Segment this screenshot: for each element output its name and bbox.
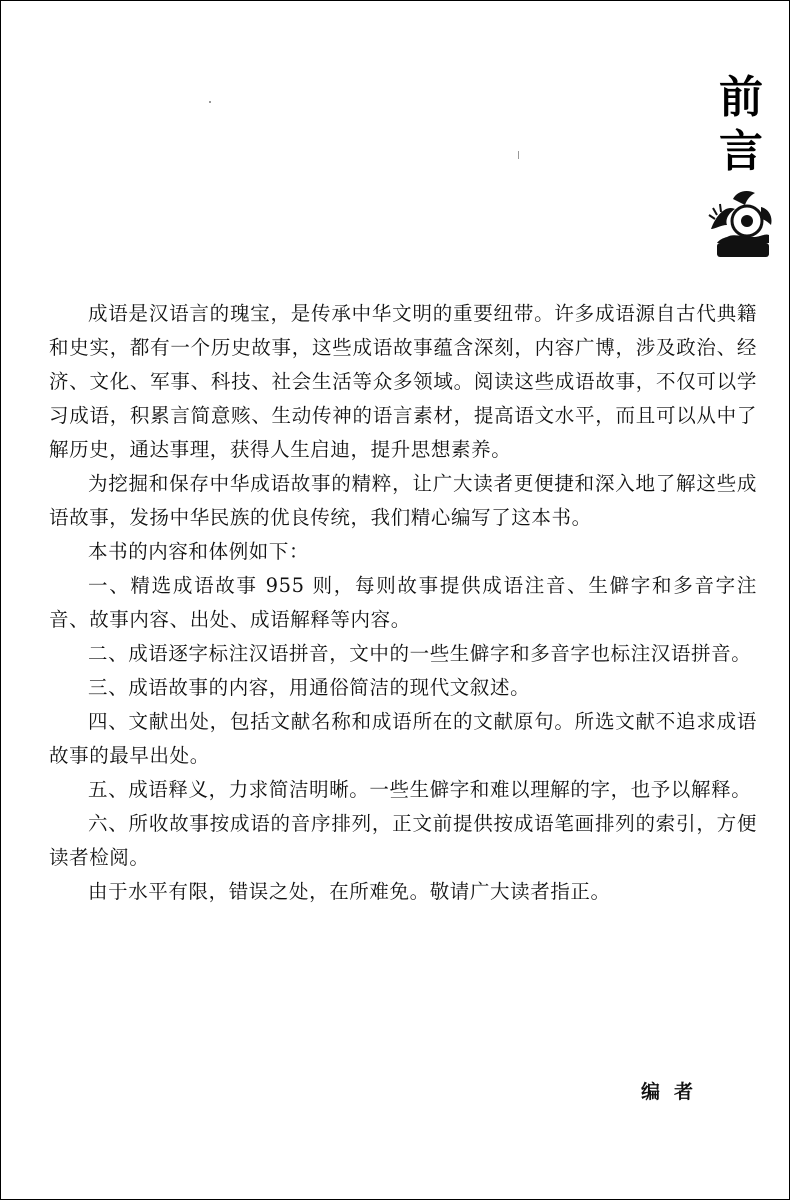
heading-char-1: 前 bbox=[719, 72, 763, 123]
scan-speck bbox=[518, 151, 519, 159]
paragraph-item-6: 六、所收故事按成语的音序排列，正文前提供按成语笔画排列的索引，方便读者检阅。 bbox=[49, 812, 757, 869]
paragraph-item-4: 四、文献出处，包括文献名称和成语所在的文献原句。所选文献不追求成语故事的最早出处。 bbox=[49, 710, 757, 767]
scan-speck bbox=[209, 101, 211, 103]
heading-char-2: 言 bbox=[719, 126, 763, 177]
paragraph-intro: 成语是汉语言的瑰宝，是传承中华文明的重要纽带。许多成语源自古代典籍和史实，都有一个历史故事，这些成语故事蕴含深刻，内容广博，涉及政治、经济、文化、军事、科技、社会生活等众多领域。阅读这些成语故事，不仅可以学习成语，积累言简意赅、生动传神的语言素材，提高语文水平，而且可以从中了解历史，通达事理，获得人生启迪，提升思想素养。 bbox=[49, 302, 757, 461]
paragraph-purpose: 为挖掘和保存中华成语故事的精粹，让广大读者更便捷和深入地了解这些成语故事，发扬中华民族的优良传统，我们精心编写了这本书。 bbox=[49, 472, 757, 529]
paragraph-structure-intro: 本书的内容和体例如下： bbox=[88, 540, 310, 563]
paragraph-item-2: 二、成语逐字标注汉语拼音，文中的一些生僻字和多音字也标注汉语拼音。 bbox=[88, 642, 752, 665]
preface-body bbox=[49, 297, 757, 909]
dragon-seal-icon bbox=[703, 185, 779, 261]
author-signature: 编者 bbox=[641, 1081, 708, 1103]
paragraph-item-1: 一、精选成语故事 955 则，每则故事提供成语注音、生僻字和多音字注音、故事内容、出处、成语解释等内容。 bbox=[49, 574, 757, 631]
paragraph-item-3: 三、成语故事的内容，用通俗简洁的现代文叙述。 bbox=[88, 676, 531, 699]
paragraph-closing: 由于水平有限，错误之处，在所难免。敬请广大读者指正。 bbox=[88, 880, 611, 903]
paragraph-item-5: 五、成语释义，力求简洁明晰。一些生僻字和难以理解的字，也予以解释。 bbox=[88, 778, 752, 801]
preface-heading bbox=[701, 71, 781, 261]
